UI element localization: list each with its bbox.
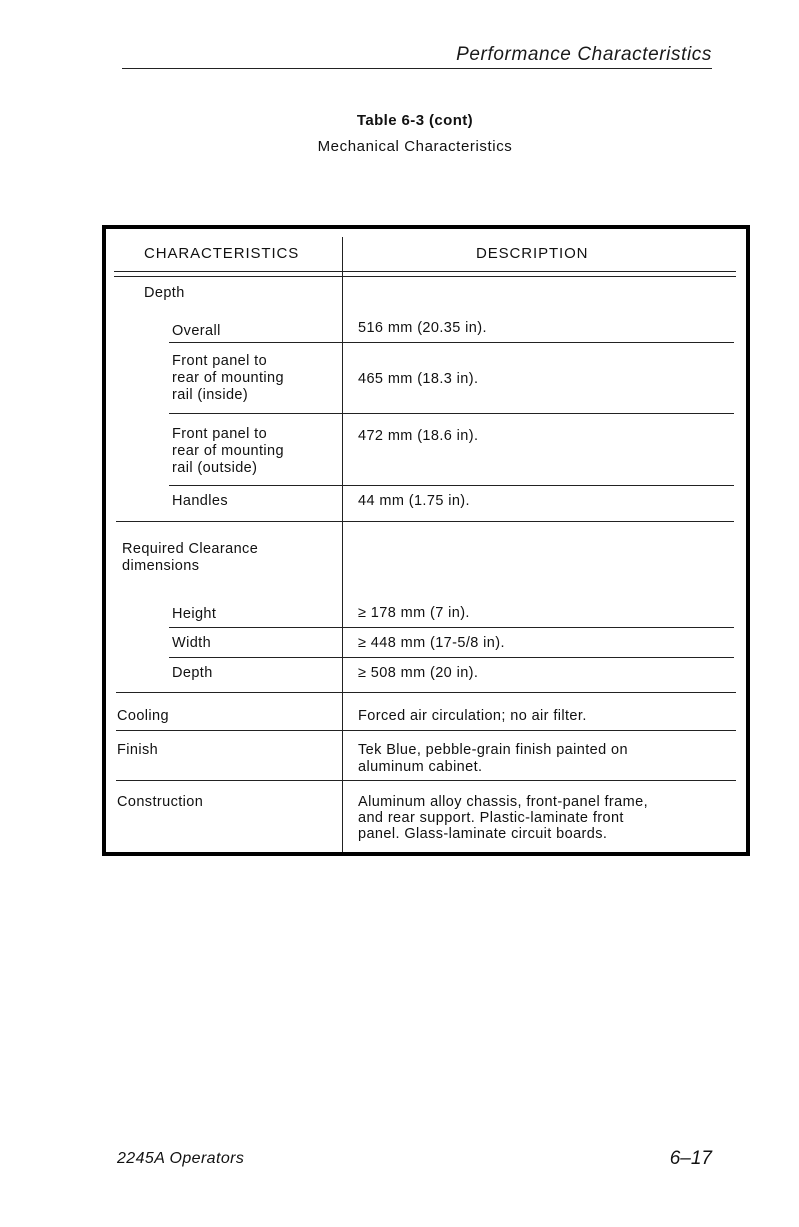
depth-label: Depth: [144, 285, 185, 301]
clearance-depth-value: ≥ 508 mm (20 in).: [358, 665, 479, 681]
construction-value-line-3: panel. Glass-laminate circuit boards.: [358, 826, 608, 842]
clearance-width-label: Width: [172, 635, 212, 651]
footer-page-number: 6–17: [669, 1148, 712, 1169]
clearance-height-label: Height: [172, 606, 217, 622]
characteristics-table: [102, 225, 750, 856]
header-double-rule-bottom: [114, 276, 736, 277]
finish-label: Finish: [117, 742, 159, 758]
running-header: Performance Characteristics: [456, 44, 712, 65]
column-header-description: DESCRIPTION: [476, 245, 589, 262]
construction-label: Construction: [117, 794, 204, 810]
header-rule: [122, 68, 712, 69]
overall-value: 516 mm (20.35 in).: [358, 320, 487, 336]
row-divider: [169, 657, 734, 658]
group-divider: [116, 692, 736, 693]
column-header-characteristics: CHARACTERISTICS: [144, 245, 300, 262]
clearance-height-value: ≥ 178 mm (7 in).: [358, 605, 470, 621]
handles-value: 44 mm (1.75 in).: [358, 493, 470, 509]
clearance-width-value: ≥ 448 mm (17-5/8 in).: [358, 635, 505, 651]
row-divider: [169, 627, 734, 628]
clearance-label-line-2: dimensions: [122, 558, 200, 574]
row-divider: [169, 342, 734, 343]
handles-label: Handles: [172, 493, 228, 509]
overall-label: Overall: [172, 323, 221, 339]
rail-inside-label-line-2: rear of mounting: [172, 370, 284, 386]
clearance-label-line-1: Required Clearance: [122, 541, 259, 557]
rail-outside-label-line-1: Front panel to: [172, 426, 268, 442]
rail-inside-label-line-1: Front panel to: [172, 353, 268, 369]
group-divider: [116, 780, 736, 781]
row-divider: [169, 413, 734, 414]
table-number: Table 6-3 (cont): [356, 112, 474, 129]
group-divider: [116, 730, 736, 731]
table-title: Mechanical Characteristics: [317, 138, 513, 155]
finish-value-line-2: aluminum cabinet.: [358, 759, 483, 775]
rail-outside-value: 472 mm (18.6 in).: [358, 428, 479, 444]
row-divider: [169, 485, 734, 486]
rail-outside-label-line-3: rail (outside): [172, 460, 258, 476]
footer-manual-title: 2245A Operators: [117, 1150, 245, 1167]
clearance-depth-label: Depth: [172, 665, 213, 681]
construction-value-line-1: Aluminum alloy chassis, front-panel frame,: [358, 794, 648, 810]
finish-value-line-1: Tek Blue, pebble-grain finish painted on: [358, 742, 628, 758]
rail-inside-label-line-3: rail (inside): [172, 387, 249, 403]
column-divider: [342, 237, 343, 852]
cooling-label: Cooling: [117, 708, 169, 724]
group-divider: [116, 521, 734, 522]
construction-value-line-2: and rear support. Plastic-laminate front: [358, 810, 624, 826]
rail-inside-value: 465 mm (18.3 in).: [358, 371, 479, 387]
cooling-value: Forced air circulation; no air filter.: [358, 708, 587, 724]
header-double-rule-top: [114, 271, 736, 272]
rail-outside-label-line-2: rear of mounting: [172, 443, 284, 459]
